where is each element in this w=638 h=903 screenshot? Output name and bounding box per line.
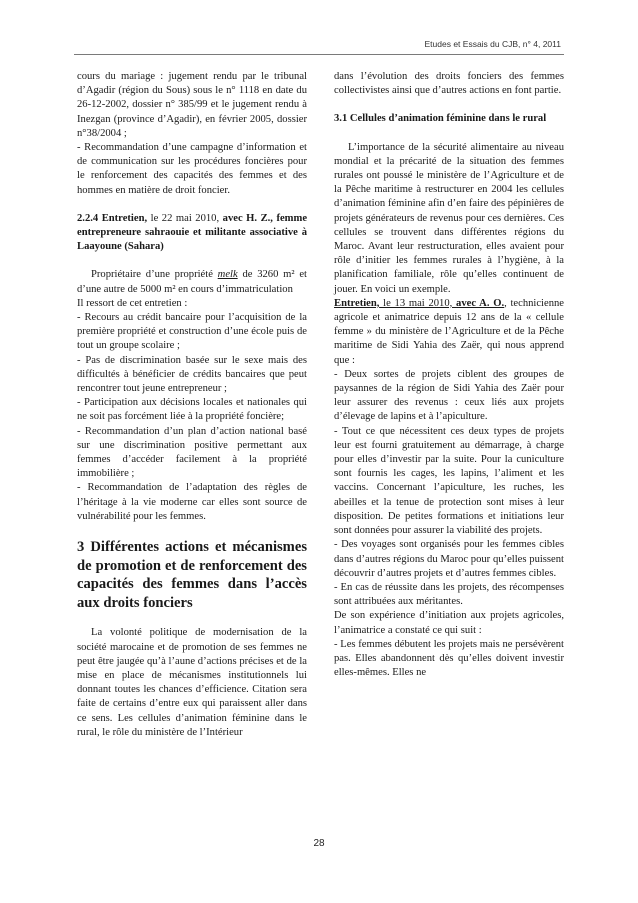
- left-paragraph-4: Il ressort de cet entretien :: [77, 297, 188, 309]
- page-number: 28: [313, 838, 325, 849]
- right-paragraph-6: - Des voyages sont organisés pour les femmes cibles dans d’autres régions du Maroc pour qu’elles puissent découvrir d’autres projets et d’autres femmes cibles.: [334, 539, 564, 579]
- left-column: [77, 70, 307, 740]
- heading-2-2-4-date: le 22 mai 2010,: [147, 212, 223, 224]
- section-heading-3: 3 Différentes actions et mécanismes de promotion et de renforcement des capacités des femmes dans l’accès aux droits fonciers: [77, 539, 307, 611]
- left-paragraph-6: - Pas de discrimination basée sur le sexe mais des difficultés à bénéficier de crédits bancaires que peut rencontrer tout jeune entrepreneur ;: [77, 354, 307, 395]
- interview-date: le 13 mai 2010,: [379, 297, 457, 309]
- right-paragraph-1: dans l’évolution des droits fonciers des femmes collectivistes ainsi que d’autres actions en font partie.: [334, 71, 564, 97]
- running-header: Etudes et Essais du CJB, n° 4, 2011: [424, 39, 561, 49]
- right-column: [334, 70, 564, 680]
- right-paragraph-7: - En cas de réussite dans les projets, des récompenses sont attribuées aux méritantes.: [334, 581, 564, 608]
- left-paragraph-1: cours du mariage : jugement rendu par le tribunal d’Agadir (région du Sous) sous le n° 1118 en date du 26-12-2002, dossier n° 385/99 et le jugement rendu à Inezgan (province d’Agadir), en février 2005, dossier n°38/2004 ;: [77, 71, 307, 139]
- header-rule: [74, 54, 564, 55]
- interview-person: avec A. O.: [456, 297, 505, 309]
- heading-2-2-4-number: 2.2.4 Entretien,: [77, 212, 148, 224]
- right-paragraph-2: L’importance de la sécurité alimentaire au niveau mondial et la précarité de la situation des femmes rurales ont poussé le ministère de l’Agriculture et de la Pêche maritime à restructurer en 2004 les cellules d’animation féminine afin d’en faire des pépinières de projets générateurs de revenus pour ces dernières. Ces cellules se trouvent dans différentes régions du Maroc. Avant leur restructuration, elles avaient pour rôle d’initier les femmes rurales à l’hygiène, à la planification familiale, rôle qu’elles continuent de jouer. En voici un exemple.: [334, 141, 564, 295]
- melk-term: melk: [217, 269, 238, 281]
- left-paragraph-3: [77, 268, 307, 296]
- right-paragraph-3: [334, 297, 564, 368]
- left-paragraph-7: - Participation aux décisions locales et nationales qui ne soit pas forcément liée à la propriété foncière;: [77, 397, 307, 423]
- left-paragraph-3-part-b: de 3260 m² et d’une autre de 5000 m² en cours d’immatriculation: [77, 269, 307, 295]
- right-paragraph-5: - Tout ce que nécessitent ces deux types de projets leur est fourni gratuitement au démarrage, à charge pour elles d’investir par la suite. Pour la cuniculture sont fournis les cages, les lapins, l’aliment et les vaccins. Concernant l’apiculture, les ruches, les abeilles et la tenue de protection sont mises à leur disposition. De petites formations et initiations leur sont données pour assurer la viabilité des projets.: [334, 425, 564, 537]
- right-paragraph-4: - Deux sortes de projets ciblent des groupes de paysannes de la région de Sidi Yahia des Zaër pour leur assurer des revenus : ceux liés aux projets d’élevage de lapins et à l’apiculture.: [334, 368, 564, 423]
- interview-label: Entretien,: [334, 297, 380, 309]
- left-paragraph-9: - Recommandation de l’adaptation des règles de l’héritage à la vie moderne car elles sont source de vulnérabilité pour les femmes.: [77, 482, 307, 522]
- section-heading-3-1: 3.1 Cellules d’animation féminine dans le rural: [334, 113, 547, 125]
- left-paragraph-2: - Recommandation d’une campagne d’information et de communication sur les procédures foncières pour le renforcement des capacités des femmes et des hommes en matière de droit foncier.: [77, 142, 307, 196]
- left-paragraph-8: - Recommandation d’un plan d’action national basé sur une discrimination positive permettant aux femmes d’accéder facilement à la propriété immobilière ;: [77, 425, 307, 480]
- left-paragraph-10: La volonté politique de modernisation de la société marocaine et de promotion de ses femmes ne peut être jaugée qu’à l’aune d’actions précises et de la mise en place de mécanismes institutionnels lui donnant toutes les chances d’efficience. Citation sera faite de certains d’entre eux qui paraissent aller dans ce sens. Les cellules d’animation féminine dans le rural, le rôle du ministère de l’Intérieur: [77, 627, 307, 738]
- left-paragraph-5: - Recours au crédit bancaire pour l’acquisition de la première propriété et construction d’une école puis de tout un groupe scolaire ;: [77, 312, 307, 352]
- section-heading-2-2-4: [77, 212, 307, 255]
- right-paragraph-8: De son expérience d’initiation aux projets agricoles, l’animatrice a constaté ce qui suit :: [334, 610, 564, 636]
- heading-2-2-4-person: avec H. Z., femme entrepreneure sahraouie et militante associative à Laayoune (Sahara): [77, 212, 308, 253]
- left-paragraph-3-part-a: Propriétaire d’une propriété: [91, 269, 218, 281]
- interview-description: , technicienne agricole et animatrice depuis 12 ans de la « cellule femme » du ministère de l’Agriculture et de la Pêche maritime de Sidi Yahia des Zaër, qui nous apprend que :: [334, 297, 564, 366]
- right-paragraph-9: - Les femmes débutent les projets mais ne persévèrent pas. Elles abandonnent dès qu’elles doivent investir elles-mêmes. Elles ne: [334, 638, 564, 679]
